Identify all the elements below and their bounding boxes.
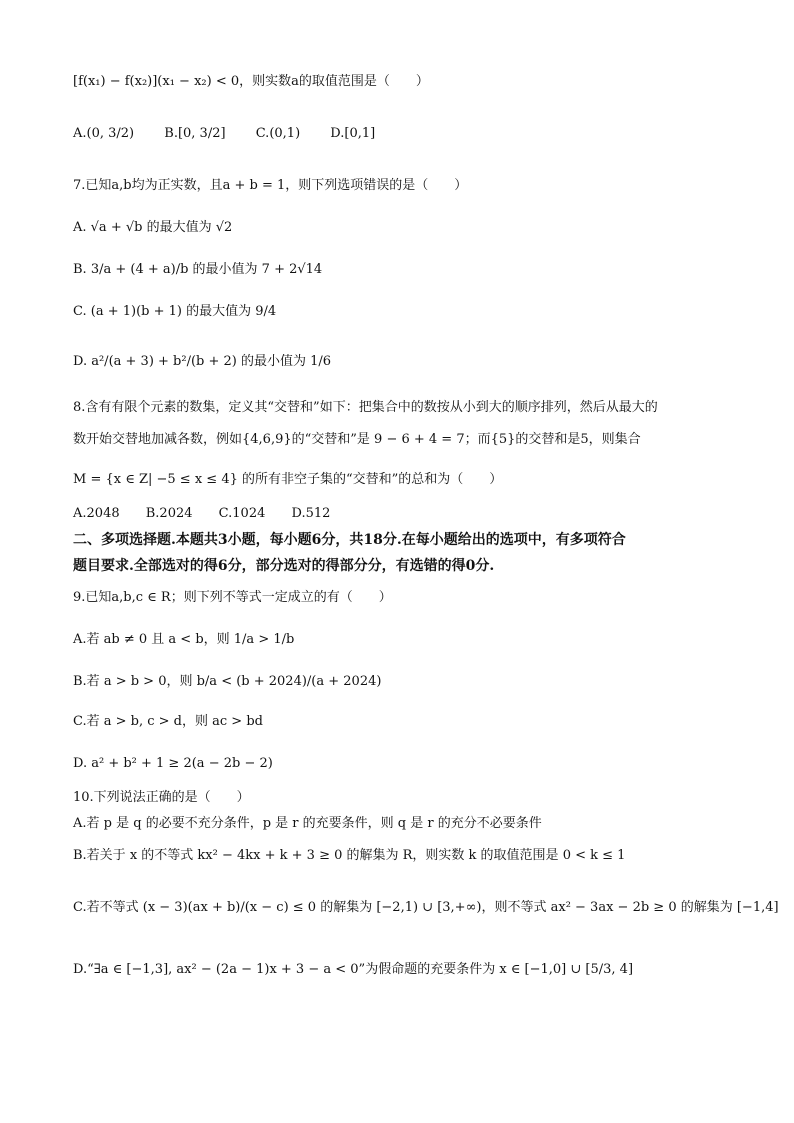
q8-option-c: C.1024 <box>218 506 266 521</box>
q9-option-c: C.若 a > b, c > d，则 ac > bd <box>73 714 263 729</box>
q6-options <box>73 124 401 144</box>
q8-stem-line2: 数开始交替地加减各数，例如{4,6,9}的“交替和”是 9 − 6 + 4 = 7；而{5}的交替和是5，则集合 <box>73 432 641 447</box>
q6-option-a: A.(0, 3/2) <box>73 126 135 141</box>
q10-option-b: B.若关于 x 的不等式 kx² − 4kx + k + 3 ≥ 0 的解集为 R，则实数 k 的取值范围是 0 < k ≤ 1 <box>73 848 626 863</box>
q8-option-b: B.2024 <box>145 506 193 521</box>
q9-option-d: D. a² + b² + 1 ≥ 2(a − 2b − 2) <box>73 756 273 771</box>
q10-stem: 10.下列说法正确的是（ ） <box>73 790 250 805</box>
q7-option-d: D. a²/(a + 3) + b²/(b + 2) 的最小值为 1/6 <box>73 354 332 369</box>
q10-option-c: C.若不等式 (x − 3)(ax + b)/(x − c) ≤ 0 的解集为 [−2,1) ∪ [3,+∞)，则不等式 ax² − 3ax − 2b ≥ 0 的解集为 [−1,4] <box>73 900 779 915</box>
q6-option-d: D.[0,1] <box>330 126 376 141</box>
q7-option-c: C. (a + 1)(b + 1) 的最大值为 9/4 <box>73 304 277 319</box>
q6-continuation: [f(x₁) − f(x₂)](x₁ − x₂) < 0，则实数a的取值范围是（ ） <box>73 74 429 89</box>
q10-option-a: A.若 p 是 q 的必要不充分条件，p 是 r 的充要条件，则 q 是 r 的充分不必要条件 <box>73 816 542 831</box>
q10-option-d: D.“∃a ∈ [−1,3], ax² − (2a − 1)x + 3 − a < 0”为假命题的充要条件为 x ∈ [−1,0] ∪ [5/3, 4] <box>73 962 634 977</box>
q7-option-a: A. √a + √b 的最大值为 √2 <box>73 220 233 235</box>
q8-option-d: D.512 <box>291 506 331 521</box>
q9-option-b: B.若 a > b > 0，则 b/a < (b + 2024)/(a + 2024) <box>73 674 382 689</box>
q8-stem-line1: 8.含有有限个元素的数集，定义其“交替和”如下：把集合中的数按从小到大的顺序排列，然后从最大的 <box>73 400 658 415</box>
section2-heading-line2: 题目要求.全部选对的得6分，部分选对的得部分分，有选错的得0分. <box>73 558 495 574</box>
q6-option-c: C.(0,1) <box>255 126 301 141</box>
q9-stem: 9.已知a,b,c ∈ R；则下列不等式一定成立的有（ ） <box>73 590 392 605</box>
q7-stem: 7.已知a,b均为正实数，且a + b = 1，则下列选项错误的是（ ） <box>73 178 468 193</box>
q8-options <box>73 504 352 524</box>
q9-option-a: A.若 ab ≠ 0 且 a < b，则 1/a > 1/b <box>73 632 295 647</box>
q8-option-a: A.2048 <box>73 506 120 521</box>
q6-option-b: B.[0, 3/2] <box>164 126 226 141</box>
section2-heading-line1: 二、多项选择题.本题共3小题，每小题6分，共18分.在每小题给出的选项中，有多项符合 <box>73 532 626 548</box>
q7-option-b: B. 3/a + (4 + a)/b 的最小值为 7 + 2√14 <box>73 262 323 277</box>
q8-stem-line3: M = {x ∈ Z| −5 ≤ x ≤ 4} 的所有非空子集的“交替和”的总和为（ ） <box>73 472 503 487</box>
